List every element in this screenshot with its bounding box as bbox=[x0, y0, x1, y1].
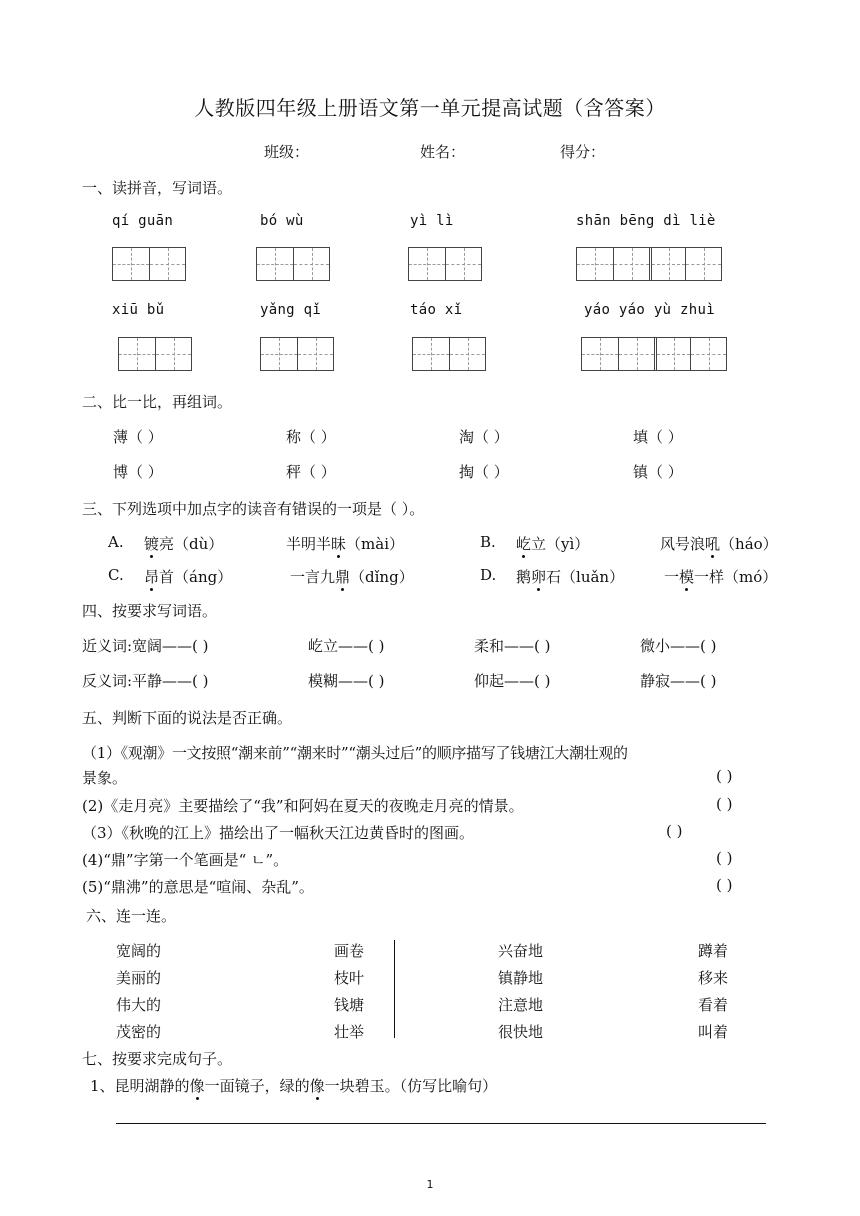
writing-grid-6[interactable] bbox=[260, 337, 334, 371]
match-left-target[interactable]: 壮举 bbox=[334, 1023, 365, 1041]
match-right-target[interactable]: 看着 bbox=[698, 996, 729, 1014]
option-b-word-1: 屹立（yì） bbox=[516, 535, 590, 553]
sentence-task-1: 1、昆明湖静的像一面镜子，绿的像一块碧玉。（仿写比喻句） bbox=[90, 1077, 498, 1095]
option-c-word-2: 一言九鼎（dǐng） bbox=[290, 568, 414, 586]
synonym-item: 柔和——( ) bbox=[474, 637, 551, 655]
compare-word: 称（ ） bbox=[286, 428, 336, 446]
compare-word: 镇（ ） bbox=[633, 463, 683, 481]
option-c-label: C. bbox=[108, 566, 124, 584]
match-right-word[interactable]: 兴奋地 bbox=[498, 942, 544, 960]
option-d-label: D. bbox=[480, 566, 497, 584]
match-right-word[interactable]: 很快地 bbox=[498, 1023, 544, 1041]
page-number: 1 bbox=[426, 1178, 434, 1191]
class-label: 班级： bbox=[264, 143, 310, 161]
writing-grid-5[interactable] bbox=[118, 337, 192, 371]
pinyin-3: yì lì bbox=[410, 213, 454, 229]
judge-statement-4: (4)“鼎”字第一个笔画是“ ㄴ”。 bbox=[82, 851, 289, 869]
judge-answer-5[interactable]: ( ) bbox=[716, 876, 733, 894]
writing-grid-4[interactable] bbox=[576, 247, 722, 281]
judge-statement-1: （1）《观潮》一文按照“潮来前”“潮来时”“潮头过后”的顺序描写了钱塘江大潮壮观的 bbox=[82, 744, 628, 762]
section-7-heading: 七、按要求完成句子。 bbox=[82, 1050, 233, 1068]
pinyin-1: qí guān bbox=[112, 213, 174, 229]
match-right-target[interactable]: 叫着 bbox=[698, 1023, 729, 1041]
compare-word: 秤（ ） bbox=[286, 463, 336, 481]
option-a-word-2: 半明半昧（mài） bbox=[286, 535, 404, 553]
match-left-word[interactable]: 伟大的 bbox=[116, 996, 162, 1014]
match-left-target[interactable]: 钱塘 bbox=[334, 996, 365, 1014]
option-d-word-2: 一模一样（mó） bbox=[664, 568, 778, 586]
answer-line[interactable] bbox=[116, 1123, 766, 1124]
option-c-word-1: 昂首（áng） bbox=[144, 568, 233, 586]
match-right-word[interactable]: 镇静地 bbox=[498, 969, 544, 987]
antonym-item: 静寂——( ) bbox=[640, 672, 717, 690]
judge-answer-4[interactable]: ( ) bbox=[716, 849, 733, 867]
section-1-heading: 一、读拼音，写词语。 bbox=[82, 179, 233, 197]
writing-grid-3[interactable] bbox=[408, 247, 482, 281]
judge-answer-1[interactable]: ( ) bbox=[716, 767, 733, 785]
pinyin-7: táo xǐ bbox=[410, 302, 463, 318]
pinyin-5: xiū bǔ bbox=[112, 302, 165, 318]
writing-grid-7[interactable] bbox=[412, 337, 486, 371]
writing-grid-8[interactable] bbox=[581, 337, 727, 371]
section-4-heading: 四、按要求写词语。 bbox=[82, 602, 218, 620]
compare-word: 博（ ） bbox=[113, 463, 163, 481]
judge-answer-2[interactable]: ( ) bbox=[716, 795, 733, 813]
match-left-word[interactable]: 茂密的 bbox=[116, 1023, 162, 1041]
page-title: 人教版四年级上册语文第一单元提高试题（含答案） bbox=[194, 96, 666, 120]
antonym-item: 模糊——( ) bbox=[308, 672, 385, 690]
synonym-item: 微小——( ) bbox=[640, 637, 717, 655]
pinyin-2: bó wù bbox=[260, 213, 304, 229]
match-left-target[interactable]: 枝叶 bbox=[334, 969, 365, 987]
judge-statement-1-cont: 景象。 bbox=[82, 769, 128, 787]
section-5-heading: 五、判断下面的说法是否正确。 bbox=[82, 709, 293, 727]
match-right-target[interactable]: 移来 bbox=[698, 969, 729, 987]
pinyin-8: yáo yáo yù zhuì bbox=[584, 302, 715, 318]
option-a-word-1: 镀亮（dù） bbox=[144, 535, 224, 553]
match-right-target[interactable]: 蹲着 bbox=[698, 942, 729, 960]
compare-word: 淘（ ） bbox=[459, 428, 509, 446]
writing-grid-2[interactable] bbox=[256, 247, 330, 281]
score-label: 得分： bbox=[560, 143, 606, 161]
compare-word: 填（ ） bbox=[633, 428, 683, 446]
pinyin-6: yǎng qǐ bbox=[260, 302, 322, 318]
compare-word: 掏（ ） bbox=[459, 463, 509, 481]
pinyin-4: shān bēng dì liè bbox=[576, 213, 716, 229]
writing-grid-1[interactable] bbox=[112, 247, 186, 281]
match-left-word[interactable]: 美丽的 bbox=[116, 969, 162, 987]
match-right-word[interactable]: 注意地 bbox=[498, 996, 544, 1014]
option-b-word-2: 风号浪吼（háo） bbox=[660, 535, 778, 553]
judge-statement-3: （3）《秋晚的江上》描绘出了一幅秋天江边黄昏时的图画。 bbox=[82, 824, 475, 842]
section-3-heading: 三、下列选项中加点字的读音有错误的一项是（ ）。 bbox=[82, 500, 425, 518]
compare-word: 薄（ ） bbox=[113, 428, 163, 446]
match-left-target[interactable]: 画卷 bbox=[334, 942, 365, 960]
option-a-label: A. bbox=[108, 533, 124, 551]
name-label: 姓名： bbox=[420, 143, 466, 161]
synonym-item: 近义词:宽阔——( ) bbox=[82, 637, 209, 655]
section-2-heading: 二、比一比，再组词。 bbox=[82, 393, 233, 411]
judge-answer-3[interactable]: ( ) bbox=[666, 822, 683, 840]
judge-statement-5: (5)“鼎沸”的意思是“喧闹、杂乱”。 bbox=[82, 878, 314, 896]
judge-statement-2: (2)《走月亮》主要描绘了“我”和阿妈在夏天的夜晚走月亮的情景。 bbox=[82, 797, 524, 815]
synonym-item: 屹立——( ) bbox=[308, 637, 385, 655]
section-6-heading: 六、连一连。 bbox=[86, 907, 177, 925]
match-divider bbox=[394, 940, 395, 1038]
antonym-item: 反义词:平静——( ) bbox=[82, 672, 209, 690]
antonym-item: 仰起——( ) bbox=[474, 672, 551, 690]
option-d-word-1: 鹅卵石（luǎn） bbox=[516, 568, 625, 586]
match-left-word[interactable]: 宽阔的 bbox=[116, 942, 162, 960]
option-b-label: B. bbox=[480, 533, 496, 551]
